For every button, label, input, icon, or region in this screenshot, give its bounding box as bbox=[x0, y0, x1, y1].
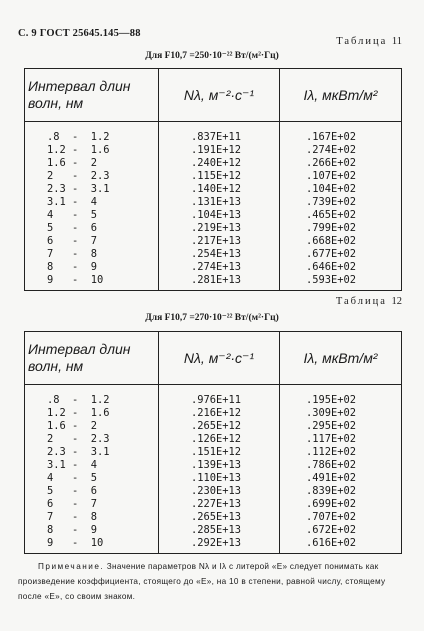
table-row bbox=[25, 472, 402, 485]
photon-flux-cell: .151E+12 bbox=[159, 446, 280, 459]
intensity-cell: .295E+02 bbox=[280, 420, 402, 433]
intensity-cell: .107E+02 bbox=[280, 170, 402, 183]
table-row bbox=[25, 511, 402, 524]
intensity-cell: .799E+02 bbox=[280, 222, 402, 235]
footnote bbox=[18, 559, 404, 604]
intensity-cell: .266E+02 bbox=[280, 157, 402, 170]
table-row bbox=[25, 274, 402, 291]
table-row bbox=[25, 433, 402, 446]
photon-flux-cell: .976E+11 bbox=[159, 385, 280, 408]
interval-cell: .8 - 1.2 bbox=[25, 385, 159, 408]
intensity-cell: .195E+02 bbox=[280, 385, 402, 408]
photon-flux-cell: .837E+11 bbox=[159, 122, 280, 145]
column-header-photon-flux: Nλ, м⁻²·с⁻¹ bbox=[159, 69, 280, 122]
photon-flux-cell: .281E+13 bbox=[159, 274, 280, 291]
photon-flux-cell: .240E+12 bbox=[159, 157, 280, 170]
intensity-cell: .274E+02 bbox=[280, 144, 402, 157]
intensity-cell: .104E+02 bbox=[280, 183, 402, 196]
table-row bbox=[25, 144, 402, 157]
interval-cell: 6 - 7 bbox=[25, 498, 159, 511]
photon-flux-cell: .285E+13 bbox=[159, 524, 280, 537]
intensity-cell: .786E+02 bbox=[280, 459, 402, 472]
interval-cell: 5 - 6 bbox=[25, 222, 159, 235]
interval-cell: 4 - 5 bbox=[25, 472, 159, 485]
interval-cell: 4 - 5 bbox=[25, 209, 159, 222]
interval-cell: 1.2 - 1.6 bbox=[25, 144, 159, 157]
table-row bbox=[25, 537, 402, 554]
intensity-cell: .672E+02 bbox=[280, 524, 402, 537]
table-row bbox=[25, 157, 402, 170]
intensity-cell: .465E+02 bbox=[280, 209, 402, 222]
intensity-cell: .112E+02 bbox=[280, 446, 402, 459]
table-row bbox=[25, 485, 402, 498]
interval-cell: 7 - 8 bbox=[25, 248, 159, 261]
column-header-photon-flux: Nλ, м⁻²·с⁻¹ bbox=[159, 332, 280, 385]
interval-cell: .8 - 1.2 bbox=[25, 122, 159, 145]
table-row bbox=[25, 248, 402, 261]
photon-flux-cell: .115E+12 bbox=[159, 170, 280, 183]
table-label-number: 12 bbox=[391, 296, 402, 307]
interval-cell: 2.3 - 3.1 bbox=[25, 183, 159, 196]
photon-flux-cell: .126E+12 bbox=[159, 433, 280, 446]
footnote-text: Значение параметров Nλ и Iλ с литерой «Е» следует понимать как произведение коэффициента, стоящего до «Е», на 10 в степени, равной числу, стоящему после «Е», со своим знаком. bbox=[18, 562, 386, 601]
table-row bbox=[25, 196, 402, 209]
intensity-cell: .117E+02 bbox=[280, 433, 402, 446]
table-12-label bbox=[336, 296, 402, 307]
table-row bbox=[25, 420, 402, 433]
photon-flux-cell: .217E+13 bbox=[159, 235, 280, 248]
table-row bbox=[25, 407, 402, 420]
column-header-interval: Интервал длин волн, нм bbox=[25, 332, 159, 385]
table-row bbox=[25, 446, 402, 459]
page-header: С. 9 ГОСТ 25645.145—88 bbox=[18, 28, 141, 39]
table-row bbox=[25, 209, 402, 222]
intensity-cell: .646E+02 bbox=[280, 261, 402, 274]
footnote-lead: Примечание. bbox=[38, 562, 105, 571]
intensity-cell: .593E+02 bbox=[280, 274, 402, 291]
interval-cell: 2 - 2.3 bbox=[25, 433, 159, 446]
interval-cell: 1.2 - 1.6 bbox=[25, 407, 159, 420]
interval-cell: 9 - 10 bbox=[25, 537, 159, 554]
interval-cell: 2 - 2.3 bbox=[25, 170, 159, 183]
table-row bbox=[25, 222, 402, 235]
table-11-condition: Для F10,7 =250·10⁻²² Вт/(м²·Гц) bbox=[145, 51, 279, 61]
column-header-interval: Интервал длин волн, нм bbox=[25, 69, 159, 122]
table-row bbox=[25, 122, 402, 145]
intensity-cell: .699E+02 bbox=[280, 498, 402, 511]
table-row bbox=[25, 183, 402, 196]
table-label-word: Таблица bbox=[335, 296, 387, 307]
table-row bbox=[25, 459, 402, 472]
photon-flux-cell: .191E+12 bbox=[159, 144, 280, 157]
photon-flux-cell: .110E+13 bbox=[159, 472, 280, 485]
table-row bbox=[25, 524, 402, 537]
photon-flux-cell: .216E+12 bbox=[159, 407, 280, 420]
table-row bbox=[25, 385, 402, 408]
table-12-condition: Для F10,7 =270·10⁻²² Вт/(м²·Гц) bbox=[145, 313, 279, 323]
intensity-cell: .739E+02 bbox=[280, 196, 402, 209]
table-11-label bbox=[336, 36, 402, 47]
column-header-intensity: Iλ, мкВт/м² bbox=[280, 332, 402, 385]
photon-flux-cell: .227E+13 bbox=[159, 498, 280, 511]
interval-cell: 8 - 9 bbox=[25, 524, 159, 537]
table-row bbox=[25, 235, 402, 248]
interval-cell: 1.6 - 2 bbox=[25, 420, 159, 433]
column-header-intensity: Iλ, мкВт/м² bbox=[280, 69, 402, 122]
intensity-cell: .707E+02 bbox=[280, 511, 402, 524]
photon-flux-cell: .292E+13 bbox=[159, 537, 280, 554]
photon-flux-cell: .230E+13 bbox=[159, 485, 280, 498]
intensity-cell: .616E+02 bbox=[280, 537, 402, 554]
data-table-11 bbox=[24, 68, 402, 291]
photon-flux-cell: .140E+12 bbox=[159, 183, 280, 196]
intensity-cell: .167E+02 bbox=[280, 122, 402, 145]
data-table-12 bbox=[24, 331, 402, 554]
interval-cell: 3.1 - 4 bbox=[25, 196, 159, 209]
table-row bbox=[25, 498, 402, 511]
interval-cell: 7 - 8 bbox=[25, 511, 159, 524]
interval-cell: 6 - 7 bbox=[25, 235, 159, 248]
photon-flux-cell: .274E+13 bbox=[159, 261, 280, 274]
photon-flux-cell: .139E+13 bbox=[159, 459, 280, 472]
table-row bbox=[25, 261, 402, 274]
intensity-cell: .677E+02 bbox=[280, 248, 402, 261]
photon-flux-cell: .254E+13 bbox=[159, 248, 280, 261]
interval-cell: 3.1 - 4 bbox=[25, 459, 159, 472]
intensity-cell: .309E+02 bbox=[280, 407, 402, 420]
interval-cell: 8 - 9 bbox=[25, 261, 159, 274]
interval-cell: 1.6 - 2 bbox=[25, 157, 159, 170]
interval-cell: 5 - 6 bbox=[25, 485, 159, 498]
photon-flux-cell: .131E+13 bbox=[159, 196, 280, 209]
photon-flux-cell: .265E+13 bbox=[159, 511, 280, 524]
table-label-word: Таблица bbox=[336, 36, 388, 47]
intensity-cell: .839E+02 bbox=[280, 485, 402, 498]
interval-cell: 9 - 10 bbox=[25, 274, 159, 291]
table-row bbox=[25, 170, 402, 183]
interval-cell: 2.3 - 3.1 bbox=[25, 446, 159, 459]
photon-flux-cell: .219E+13 bbox=[159, 222, 280, 235]
photon-flux-cell: .104E+13 bbox=[159, 209, 280, 222]
table-label-number: 11 bbox=[391, 36, 402, 47]
intensity-cell: .668E+02 bbox=[280, 235, 402, 248]
intensity-cell: .491E+02 bbox=[280, 472, 402, 485]
photon-flux-cell: .265E+12 bbox=[159, 420, 280, 433]
